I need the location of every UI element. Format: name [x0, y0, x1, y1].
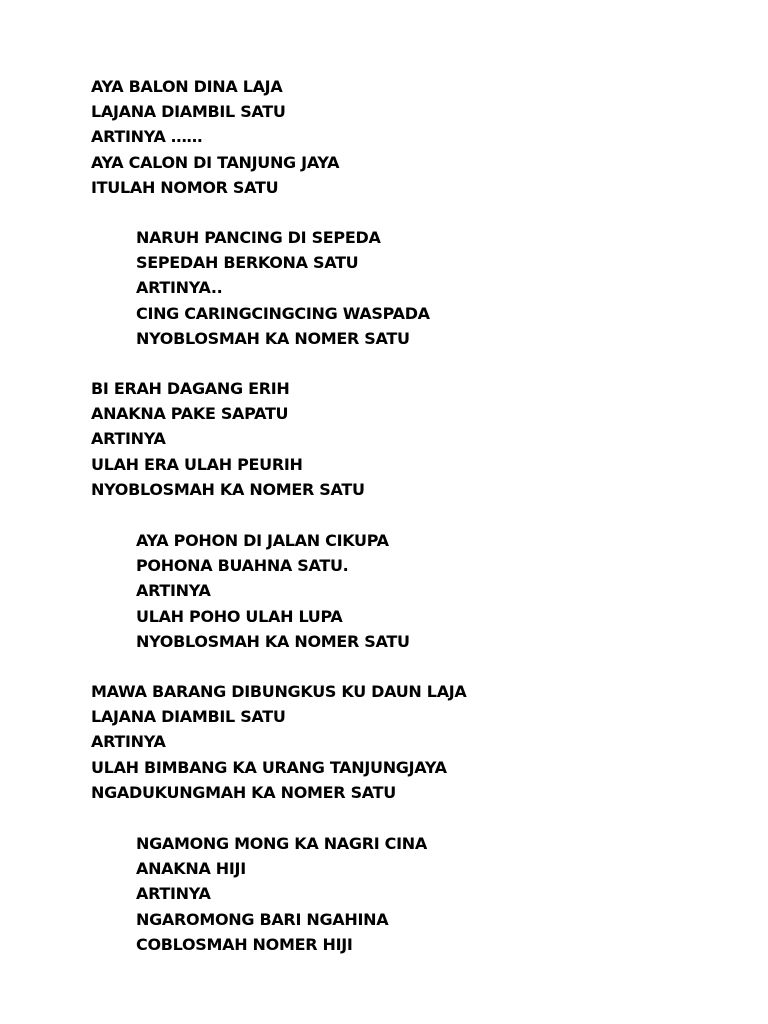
stanza-line: LAJANA DIAMBIL SATU — [91, 707, 286, 727]
stanza-line: NGAMONG MONG KA NAGRI CINA — [136, 834, 427, 853]
stanza-1 — [91, 74, 339, 200]
stanza-line: BI ERAH DAGANG ERIH — [91, 379, 290, 398]
stanza-line: AYA BALON DINA LAJA — [91, 77, 283, 96]
stanza-line: AYA POHON DI JALAN CIKUPA — [136, 531, 389, 550]
stanza-line: ARTINYA — [91, 429, 166, 449]
stanza-line: NGADUKUNGMAH KA NOMER SATU — [91, 782, 396, 802]
stanza-line: ANAKNA HIJI — [136, 859, 246, 879]
stanza-line: MAWA BARANG DIBUNGKUS KU DAUN LAJA — [91, 682, 467, 701]
stanza-4 — [136, 528, 410, 654]
stanza-3 — [91, 376, 365, 502]
stanza-line: NARUH PANCING DI SEPEDA — [136, 228, 381, 247]
stanza-line: ARTINYA — [136, 884, 211, 904]
stanza-2 — [136, 225, 430, 351]
stanza-line: ULAH POHO ULAH LUPA — [136, 606, 343, 626]
stanza-line: ARTINYA …… — [91, 127, 203, 147]
stanza-line: ULAH BIMBANG KA URANG TANJUNGJAYA — [91, 757, 447, 777]
stanza-line: SEPEDAH BERKONA SATU — [136, 253, 359, 273]
stanza-line: ULAH ERA ULAH PEURIH — [91, 454, 303, 474]
stanza-line: ARTINYA — [136, 581, 211, 601]
stanza-line: NGAROMONG BARI NGAHINA — [136, 909, 389, 929]
stanza-line: CING CARINGCINGCING WASPADA — [136, 303, 430, 323]
stanza-line: NYOBLOSMAH KA NOMER SATU — [91, 479, 365, 499]
stanza-line: ARTINYA — [91, 732, 166, 752]
stanza-line: ITULAH NOMOR SATU — [91, 177, 279, 197]
stanza-line: AYA CALON DI TANJUNG JAYA — [91, 152, 340, 172]
stanza-5 — [91, 679, 467, 805]
stanza-line: LAJANA DIAMBIL SATU — [91, 102, 286, 122]
stanza-line: COBLOSMAH NOMER HIJI — [136, 934, 353, 954]
stanza-6 — [136, 831, 427, 957]
stanza-line: NYOBLOSMAH KA NOMER SATU — [136, 328, 410, 348]
stanza-line: NYOBLOSMAH KA NOMER SATU — [136, 631, 410, 651]
stanza-line: POHONA BUAHNA SATU. — [136, 556, 349, 576]
stanza-line: ARTINYA.. — [136, 278, 223, 298]
stanza-line: ANAKNA PAKE SAPATU — [91, 404, 289, 424]
